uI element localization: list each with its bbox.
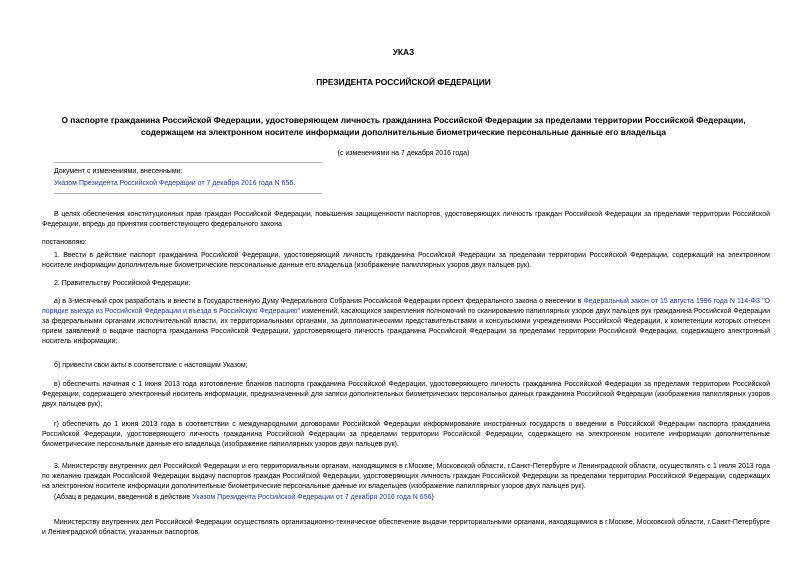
amendment-note-end: ) <box>431 494 434 501</box>
changes-label: Документ с изменениями, внесенными: <box>54 168 183 175</box>
changes-top-rule <box>54 162 322 163</box>
item-2a-text-end: изменений, касающихся закрепления полномочий по сканированию папиллярных узоров двух пальцев рук гражданина Российской Федерации за федеральными органами исполнительной власти, их территориальными органами, за дипломатическими представительствами и консульскими учреждениями Российской Федерации, к компетенции которых отнесен прием заявлений о выдаче паспорта гражданина Российской Федерации, удостоверяющего личность гражданина Российской Федерации за пределами территории Российской Федерации, содержащего электронный носитель информации; <box>42 308 770 345</box>
decree-word: постановляю: <box>42 239 87 246</box>
item-2v-paragraph: в) обеспечить начиная с 1 июня 2013 года изготовление бланков паспорта гражданина Российской Федерации, удостоверяющего личность гражданина Российской Федерации за пределами территории Российской Федерации, содержащего электронный носитель информации, предназначенный для записи дополнительных биометрических персональных данных гражданина Российской Федерации (изображения папиллярных узоров двух пальцев рук); <box>42 381 770 408</box>
item-2a-paragraph <box>42 297 770 347</box>
item-3-paragraph: 3. Министерству внутренних дел Российской Федерации и его территориальным органам, находящимся в г.Москве, Московской области, г.Санкт-Петербурге и Ленинградской области, осуществлять с 1 июля 2013 года по желанию граждан Российской Федерации выдачу паспортов граждан Российской Федерации, удостоверяющих личность граждан Российской Федерации за пределами территории Российской Федерации, содержащих на электронном носителе информации дополнительные биометрические персональные данные их владельцев (изображение папиллярных узоров двух пальцев рук). <box>42 463 770 490</box>
item-final-paragraph: Министерству внутренних дел Российской Федерации осуществлять организационно-техническое обеспечение выдачи территориальными органами, находящимися в г.Москве, Московской области, г.Санкт-Петербурге и Ленинградской области, указанных паспортов. <box>42 519 770 536</box>
item-2g-paragraph: г) обеспечить до 1 июня 2013 года в соответствии с международными договорами Российской Федерации информирование иностранных государств о введении в Российской Федерации паспорта гражданина Российской Федерации, удостоверяющего личность гражданина Российской Федерации за пределами территории Российской Федерации, содержащего на электронном носителе информации дополнительные биометрические персональные данные его владельца (изображение папиллярных узоров двух пальцев рук). <box>42 421 770 448</box>
preamble-paragraph: В целях обеспечения конституционных прав граждан Российской Федерации, повышения защищенности паспортов, удостоверяющих личность граждан Российской Федерации за пределами территории Российской Федерации, впредь до принятия соответствующего федерального закона <box>42 211 770 228</box>
item-2b-paragraph: б) привести свои акты в соответствие с настоящим Указом; <box>54 362 248 369</box>
revision-note: (с изменениями на 7 декабря 2016 года) <box>337 150 470 157</box>
document-subject-line-2: содержащем на электронном носителе информации дополнительные биометрические персональные данные его владельца <box>140 127 667 137</box>
document-title: УКАЗ <box>392 47 415 57</box>
changes-decree-link[interactable]: Указом Президента Российской Федерации от 7 декабря 2016 года N 656. <box>54 180 296 187</box>
document-subject-line-1: О паспорте гражданина Российской Федерации, удостоверяющем личность гражданина Российской Федерации за пределами территории Российской Федерации, <box>61 115 746 125</box>
federal-law-link[interactable]: Федеральный закон от 15 августа 1996 года N 114-ФЗ "О порядке выезда из Российской Федерации и въезда в Российскую Федерацию" <box>42 298 770 315</box>
document-issuer: ПРЕЗИДЕНТА РОССИЙСКОЙ ФЕДЕРАЦИИ <box>316 77 491 87</box>
amendment-note <box>54 493 434 502</box>
amendment-note-start: (Абзац в редакции, введенной в действие <box>54 494 193 501</box>
item-2a-text-start: а) в 3-месячный срок разработать и внести в Государственную Думу Федерального Собрания Российской Федерации проект федерального закона о внесении в <box>54 298 584 305</box>
item-2-paragraph: 2. Правительству Российской Федерации: <box>54 280 191 287</box>
changes-bottom-rule <box>54 193 322 194</box>
item-1-paragraph: 1. Ввести в действие паспорт гражданина Российской Федерации, удостоверяющий личность гражданина Российской Федерации за пределами территории Российской Федерации, содержащий на электронном носителе информации дополнительные биометрические персональные данные его владельца (изображение папиллярных узоров двух пальцев рук). <box>42 252 770 269</box>
amendment-decree-link[interactable]: Указом Президента Российской Федерации от 7 декабря 2016 года N 656 <box>192 494 432 501</box>
